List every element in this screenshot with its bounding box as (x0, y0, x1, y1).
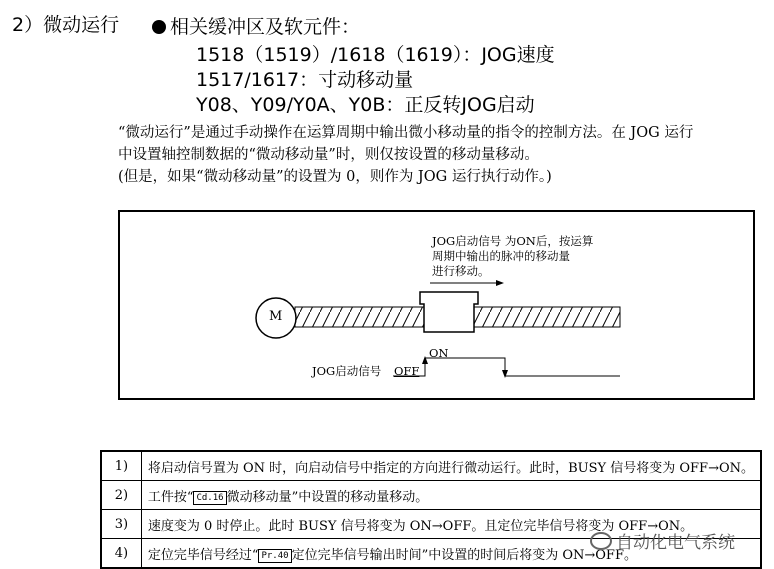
diagram-note (432, 234, 593, 279)
param-tag: Cd.16 (193, 491, 226, 505)
watermark-text: 自动化电气系统 (616, 533, 735, 553)
step-number: 3) (101, 510, 141, 539)
table-row (101, 481, 761, 510)
rise-arrow-icon (422, 356, 428, 364)
off-label: OFF (394, 364, 420, 378)
step-number: 1) (101, 451, 141, 481)
on-label: ON (429, 346, 449, 360)
motor-label: M (269, 309, 283, 324)
wechat-icon (590, 532, 612, 550)
bullet-icon (152, 20, 166, 34)
related-heading (152, 12, 360, 39)
param-tag: Pr.40 (258, 549, 291, 563)
fall-arrow-icon (502, 370, 508, 378)
note-line: JOG启动信号 为ON后，按运算 (432, 234, 594, 248)
step-text: 速度变为 0 时停止。此时 BUSY 信号将变为 ON→OFF。且定位完毕信号将变为 OFF→ON。 (141, 510, 761, 539)
step-text-post: 微动移动量”中设置的移动量移动。 (226, 489, 429, 505)
related-item-jog-speed: 1518（1519）/1618（1619）：JOG速度 (196, 44, 555, 66)
note-line: 周期中输出的脉冲的移动量 (432, 249, 570, 263)
work-carriage (420, 292, 478, 332)
related-item-inching-amount: 1517/1617：寸动移动量 (196, 69, 414, 91)
watermark (590, 528, 735, 553)
inching-diagram (118, 210, 755, 400)
step-text: 将启动信号置为 ON 时，向启动信号中指定的方向进行微动运行。此时，BUSY 信号将变为 OFF→ON。 (141, 451, 761, 481)
section-title: 2）微动运行 (12, 14, 120, 36)
step-number: 2) (101, 481, 141, 510)
description-line-3: (但是，如果“微动移动量”的设置为 0，则作为 JOG 运行执行动作。) (118, 169, 552, 185)
table-row (101, 451, 761, 481)
arrow-head-icon (496, 280, 504, 286)
step-text-pre: 工件按“ (147, 489, 194, 505)
step-text-pre: 定位完毕信号经过“ (147, 547, 259, 563)
description-line-1: “微动运行”是通过手动操作在运算周期中输出微小移动量的指令的控制方法。在 JOG 运行 (118, 125, 694, 141)
step-number: 4) (101, 539, 141, 569)
step-text (141, 481, 761, 510)
signal-label: JOG启动信号 (312, 364, 382, 378)
note-line: 进行移动。 (432, 264, 490, 278)
related-heading-text: 相关缓冲区及软元件： (170, 16, 361, 38)
description-line-2: 中设置轴控制数据的“微动移动量”时，则仅按设置的移动量移动。 (118, 147, 539, 163)
related-item-jog-start: Y08、Y09/Y0A、Y0B：正反转JOG启动 (196, 94, 535, 116)
step-text-post: 定位完毕信号输出时间”中设置的时间后将变为 ON→OFF。 (291, 547, 637, 563)
